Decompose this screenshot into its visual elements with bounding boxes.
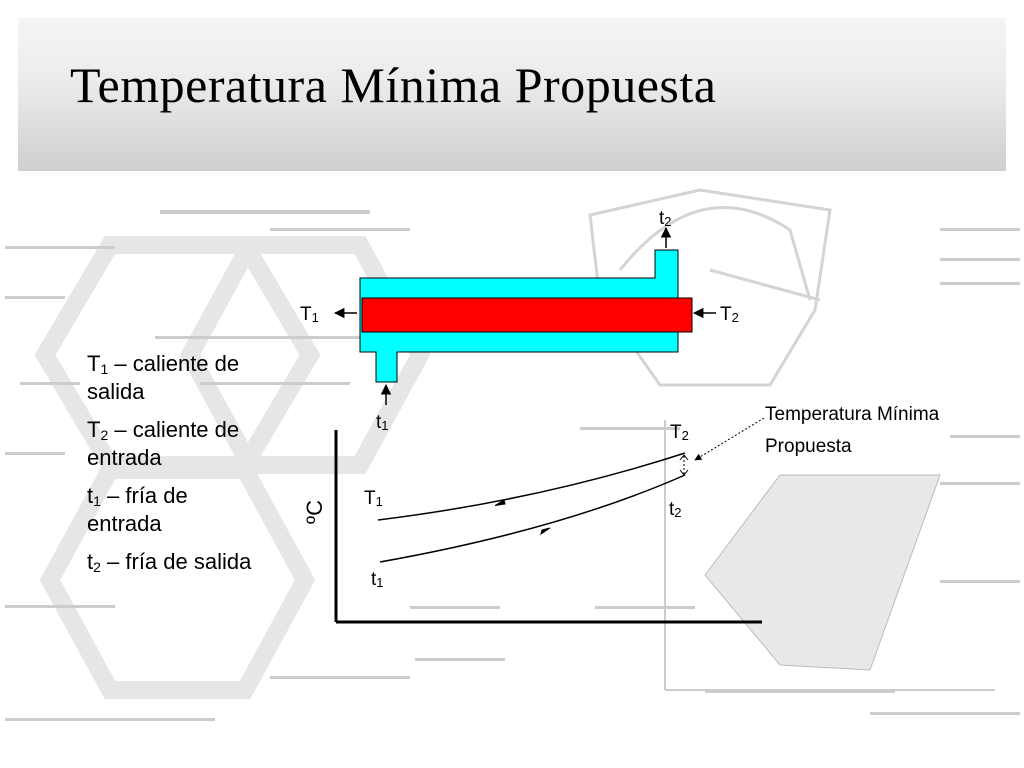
profile-hot-start-label: T1 (364, 488, 383, 509)
temperature-profile (302, 404, 940, 622)
legend-subscript: 2 (100, 427, 109, 443)
cold-outlet-label: t2 (659, 208, 672, 229)
legend-subscript: 1 (100, 361, 109, 377)
hot-outlet-label: T1 (300, 304, 319, 325)
legend-text: – caliente de entrada (87, 417, 240, 470)
profile-cold-end-label: t2 (669, 499, 682, 520)
legend-symbol: t (87, 549, 94, 574)
cold-stream-curve (380, 475, 685, 562)
slide-title: Temperatura Mínima Propuesta (70, 57, 717, 113)
legend-text: – fría de entrada (87, 483, 188, 536)
exchanger (300, 208, 739, 433)
y-axis-label: ºC (302, 500, 327, 524)
callout-leader-line (695, 418, 764, 460)
legend-symbol: t (87, 483, 94, 508)
legend-subscript: 2 (93, 559, 101, 575)
legend-symbol: T (87, 351, 101, 376)
legend-text: – caliente de salida (87, 351, 240, 404)
cold-inlet-label: t1 (376, 412, 389, 433)
profile-cold-start-label: t1 (371, 569, 384, 590)
profile-hot-end-label: T2 (670, 422, 689, 443)
legend-subscript: 1 (93, 493, 101, 509)
callout-line-1: Temperatura Mínima (765, 404, 940, 425)
legend-symbol: T (87, 417, 101, 442)
hot-fluid-tube (362, 298, 692, 332)
hot-inlet-label: T2 (720, 304, 739, 325)
legend-text: – fría de salida (100, 549, 252, 574)
hot-stream-curve (378, 453, 685, 520)
cold-stream-direction-arrow (541, 528, 550, 534)
callout-line-2: Propuesta (765, 436, 852, 457)
